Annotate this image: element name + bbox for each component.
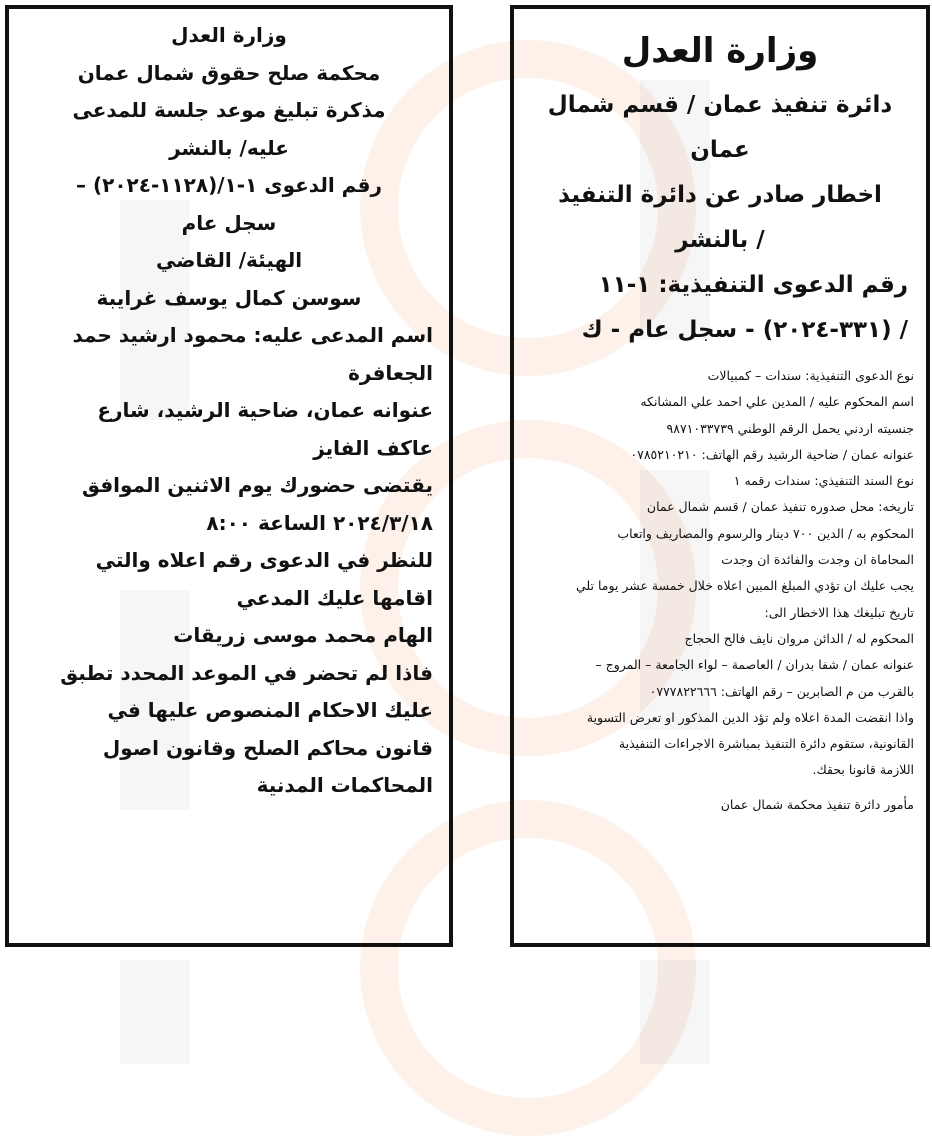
plaintiff-name: الهام محمد موسى زريقات [173, 623, 433, 647]
case-number-heading: رقم الدعوى التنفيذية: ١-١١ [598, 272, 908, 298]
body-text: اقامها عليك المدعي [236, 585, 433, 610]
court-name: محكمة صلح حقوق شمال عمان [77, 60, 381, 85]
case-number: رقم الدعوى ١-١/(١١٢٨-٢٠٢٤) – [76, 173, 382, 197]
body-line: يجب عليك ان تؤدي المبلغ المبين اعلاه خلال خمسة عشر يوما تلي [575, 578, 914, 594]
execution-notice [510, 5, 930, 947]
body-line: اللازمة قانونا بحقك. [812, 762, 914, 778]
watermark-logo-bar [120, 960, 190, 1064]
body-line: نوع الدعوى التنفيذية: سندات – كمبيالات [707, 368, 914, 383]
panel-label: الهيئة/ القاضي [155, 248, 303, 272]
watermark-logo-bar [640, 960, 710, 1064]
defendant-address-cont: عاكف الفايز [313, 435, 433, 460]
body-line: اسم المحكوم عليه / المدين علي احمد علي المشانكه [640, 394, 914, 410]
body-line: واذا انقضت المدة اعلاه ولم تؤد الدين المذكور او تعرض التسوية [586, 709, 914, 725]
defendant-name: اسم المدعى عليه: محمود ارشيد حمد [72, 323, 433, 347]
body-line: تاريخ تبليغك هذا الاخطار الى: [764, 604, 914, 620]
signature: مأمور دائرة تنفيذ محكمة شمال عمان [720, 796, 914, 812]
defendant-name-cont: الجعافرة [348, 360, 433, 385]
ministry-title: وزارة العدل [621, 31, 819, 71]
case-number-heading-cont: / (٣٣١-٢٠٢٤) - سجل عام - ك [581, 317, 908, 343]
notice-title-cont: عليه/ بالنشر [169, 135, 289, 160]
body-line: عنوانه عمان / ضاحية الرشيد رقم الهاتف: ٠٧٨٥٢١٠٢١٠ [630, 446, 914, 462]
department-heading: دائرة تنفيذ عمان / قسم شمال [547, 92, 893, 118]
notice-title: مذكرة تبليغ موعد جلسة للمدعى [72, 98, 386, 122]
notice-heading: اخطار صادر عن دائرة التنفيذ [558, 182, 882, 208]
judge-name: سوسن كمال يوسف غرايبة [96, 285, 362, 310]
body-text: المحاكمات المدنية [256, 773, 433, 797]
body-line: عنوانه عمان / شفا بدران / العاصمة – لواء الجامعة – المروج – [595, 657, 914, 673]
body-line: المحاماة ان وجدت والفائدة ان وجدت [721, 552, 914, 568]
body-text: قانون محاكم الصلح وقانون اصول [102, 735, 433, 760]
hearing-text: يقتضى حضورك يوم الاثنين الموافق [82, 473, 433, 497]
body-text: للنظر في الدعوى رقم اعلاه والتي [95, 548, 433, 572]
body-line: القانونية، ستقوم دائرة التنفيذ بمباشرة الاجراءات التنفيذية [618, 736, 914, 752]
ministry-heading: وزارة العدل [171, 23, 287, 47]
body-text: فاذا لم تحضر في الموعد المحدد تطبق [60, 660, 433, 685]
register-type: سجل عام [181, 210, 277, 235]
body-line: بالقرب من م الصابرين – رقم الهاتف: ٠٧٧٧٨٢٢٦٦٦ [649, 683, 914, 699]
court-summons-notice [5, 5, 453, 947]
body-line: المحكوم له / الدائن مروان نايف فالح الحجاج [684, 630, 914, 646]
body-line: جنسيته اردني يحمل الرقم الوطني ٩٨٧١٠٣٣٧٣٩ [666, 420, 914, 436]
hearing-date: ٢٠٢٤/٣/١٨ الساعة ٨:٠٠ [206, 510, 433, 535]
body-line: نوع السند التنفيذي: سندات رقمه ١ [733, 473, 914, 489]
department-heading-cont: عمان [690, 137, 750, 163]
notice-heading-cont: / بالنشر [675, 227, 765, 253]
defendant-address: عنوانه عمان، ضاحية الرشيد، شارع [97, 398, 433, 422]
body-line: تاريخه: محل صدوره تنفيذ عمان / قسم شمال عمان [646, 499, 914, 515]
body-text: عليك الاحكام المنصوص عليها في [107, 698, 433, 722]
body-line: المحكوم به / الدين ٧٠٠ دينار والرسوم والمصاريف واتعاب [617, 525, 914, 541]
